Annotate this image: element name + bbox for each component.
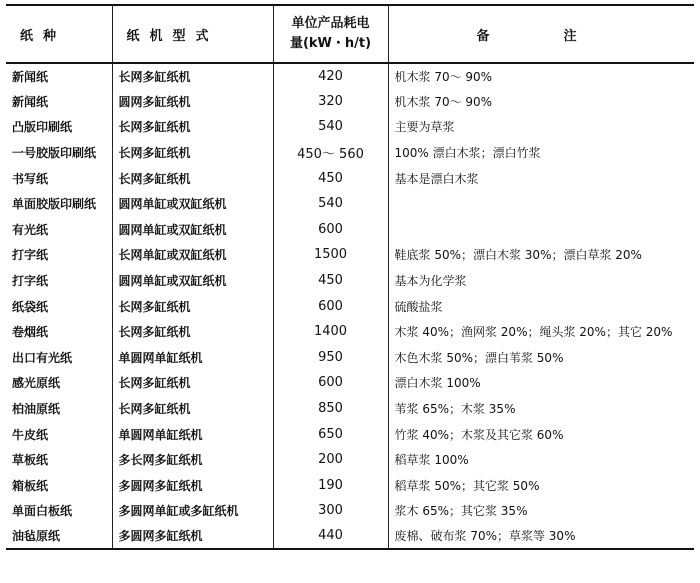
cell-unit-power: 450: [273, 268, 388, 294]
cell-machine-type: 长网多缸纸机: [112, 165, 273, 191]
cell-unit-power: 540: [273, 114, 388, 140]
cell-unit-power: 450～ 560: [273, 140, 388, 166]
table-row: [6, 473, 694, 499]
cell-machine-type: 单圆网单缸纸机: [112, 345, 273, 371]
cell-unit-power: 650: [273, 421, 388, 447]
cell-paper-kind: 油毡原纸: [6, 524, 112, 550]
cell-paper-kind: 草板纸: [12, 453, 49, 468]
table-row: [6, 140, 694, 166]
cell-machine-type: 多圆网单缸或多缸纸机: [112, 498, 273, 524]
cell-notes: [388, 217, 694, 243]
table-row: [6, 396, 694, 422]
header-paper-kind: 纸种: [6, 5, 112, 63]
cell-machine-type: 长网多缸纸机: [112, 293, 273, 319]
cell-machine-type: 单圆网单缸纸机: [112, 421, 273, 447]
cell-notes: 苇浆 65%；木浆 35%: [388, 396, 694, 422]
cell-machine-type: 圆网单缸或双缸纸机: [112, 268, 273, 294]
table-row: [6, 268, 694, 294]
cell-unit-power: 1500: [273, 242, 388, 268]
cell-notes: 鞋底浆 50%；漂白木浆 30%；漂白草浆 20%: [388, 242, 694, 268]
cell-notes: 木浆 40%；渔网浆 20%；绳头浆 20%；其它 20%: [388, 319, 694, 345]
table-row: [6, 421, 694, 447]
cell-paper-kind: 打字纸: [12, 274, 49, 289]
cell-unit-power: 850: [273, 396, 388, 422]
header-notes-char-a: 备: [476, 28, 490, 44]
table-header: [6, 5, 694, 63]
cell-unit-power: 600: [273, 293, 388, 319]
cell-notes: 基本是漂白木浆: [388, 165, 694, 191]
cell-unit-power: 600: [273, 370, 388, 396]
table-row: [6, 370, 694, 396]
header-unit-power-line2: 量(kW・h/t): [289, 36, 372, 51]
cell-machine-type: 多长网多缸纸机: [112, 447, 273, 473]
cell-unit-power: 1400: [273, 319, 388, 345]
cell-notes: 漂白木浆 100%: [388, 370, 694, 396]
cell-notes: 基本为化学浆: [388, 268, 694, 294]
cell-paper-kind: 单面胶版印刷纸: [12, 197, 97, 212]
cell-unit-power: 440: [273, 524, 388, 550]
header-unit-power-line1: 单位产品耗电: [291, 16, 370, 31]
cell-machine-type: 圆网多缸纸机: [112, 89, 273, 115]
cell-unit-power: 320: [273, 89, 388, 115]
cell-notes: 100% 漂白木浆；漂白竹浆: [388, 140, 694, 166]
cell-paper-kind: 感光原纸: [12, 376, 61, 391]
cell-machine-type: 长网多缸纸机: [112, 63, 273, 89]
cell-unit-power: 450: [273, 165, 388, 191]
table-row: [6, 114, 694, 140]
cell-machine-type: 圆网单缸或双缸纸机: [112, 191, 273, 217]
cell-notes: 木色木浆 50%；漂白苇浆 50%: [388, 345, 694, 371]
cell-paper-kind: 凸版印刷纸: [12, 120, 73, 135]
table-row: [6, 191, 694, 217]
cell-paper-kind: 柏油原纸: [12, 402, 61, 417]
cell-paper-kind: 打字纸: [12, 248, 49, 263]
table-row: [6, 345, 694, 371]
cell-machine-type: 多圆网多缸纸机: [112, 473, 273, 499]
cell-machine-type: 长网多缸纸机: [112, 114, 273, 140]
cell-machine-type: 长网多缸纸机: [112, 396, 273, 422]
table-row: [6, 165, 694, 191]
cell-unit-power: 200: [273, 447, 388, 473]
cell-paper-kind: 出口有光纸: [12, 350, 73, 365]
table-row: [6, 447, 694, 473]
cell-paper-kind: 纸袋纸: [12, 299, 49, 314]
header-unit-power: [273, 5, 388, 63]
power-consumption-table: [6, 4, 694, 550]
cell-paper-kind: 新闻纸: [12, 69, 49, 84]
cell-unit-power: 600: [273, 217, 388, 243]
cell-paper-kind: 牛皮纸: [12, 427, 49, 442]
cell-unit-power: 420: [273, 63, 388, 89]
cell-machine-type: 长网多缸纸机: [112, 140, 273, 166]
cell-notes: 竹浆 40%；木浆及其它浆 60%: [388, 421, 694, 447]
cell-notes: [388, 191, 694, 217]
header-notes-char-b: 注: [563, 28, 577, 44]
table-row: [6, 524, 694, 550]
cell-paper-kind: 箱板纸: [12, 478, 49, 493]
cell-machine-type: 圆网单缸或双缸纸机: [112, 217, 273, 243]
cell-notes: 稻草浆 50%；其它浆 50%: [388, 473, 694, 499]
cell-notes: 主要为草浆: [388, 114, 694, 140]
cell-unit-power: 300: [273, 498, 388, 524]
header-row: [6, 5, 694, 63]
table-row: [6, 498, 694, 524]
cell-notes: 硫酸盐浆: [388, 293, 694, 319]
cell-paper-kind: 单面白板纸: [12, 504, 73, 519]
cell-paper-kind: 有光纸: [12, 222, 49, 237]
cell-unit-power: 540: [273, 191, 388, 217]
cell-paper-kind: 书写纸: [12, 171, 49, 186]
table-row: [6, 89, 694, 115]
header-notes: [388, 5, 694, 63]
table-body: [6, 63, 694, 549]
cell-machine-type: 长网多缸纸机: [112, 370, 273, 396]
table-row: [6, 63, 694, 89]
cell-paper-kind: 新闻纸: [12, 94, 49, 109]
cell-paper-kind: 卷烟纸: [12, 325, 49, 340]
cell-notes: 稻草浆 100%: [388, 447, 694, 473]
cell-unit-power: 950: [273, 345, 388, 371]
cell-paper-kind: 一号胶版印刷纸: [12, 146, 97, 161]
cell-notes: 机木浆 70～ 90%: [388, 63, 694, 89]
table-row: [6, 217, 694, 243]
cell-notes: 浆木 65%；其它浆 35%: [388, 498, 694, 524]
cell-unit-power: 190: [273, 473, 388, 499]
table-row: [6, 293, 694, 319]
table-row: [6, 319, 694, 345]
cell-machine-type: 多圆网多缸纸机: [112, 524, 273, 550]
cell-machine-type: 长网单缸或双缸纸机: [112, 242, 273, 268]
power-consumption-table-page: [6, 4, 694, 576]
cell-notes: 废棉、破布浆 70%；草浆等 30%: [388, 524, 694, 550]
cell-notes: 机木浆 70～ 90%: [388, 89, 694, 115]
cell-machine-type: 长网多缸纸机: [112, 319, 273, 345]
table-row: [6, 242, 694, 268]
header-machine-type: 纸机型式: [112, 5, 273, 63]
